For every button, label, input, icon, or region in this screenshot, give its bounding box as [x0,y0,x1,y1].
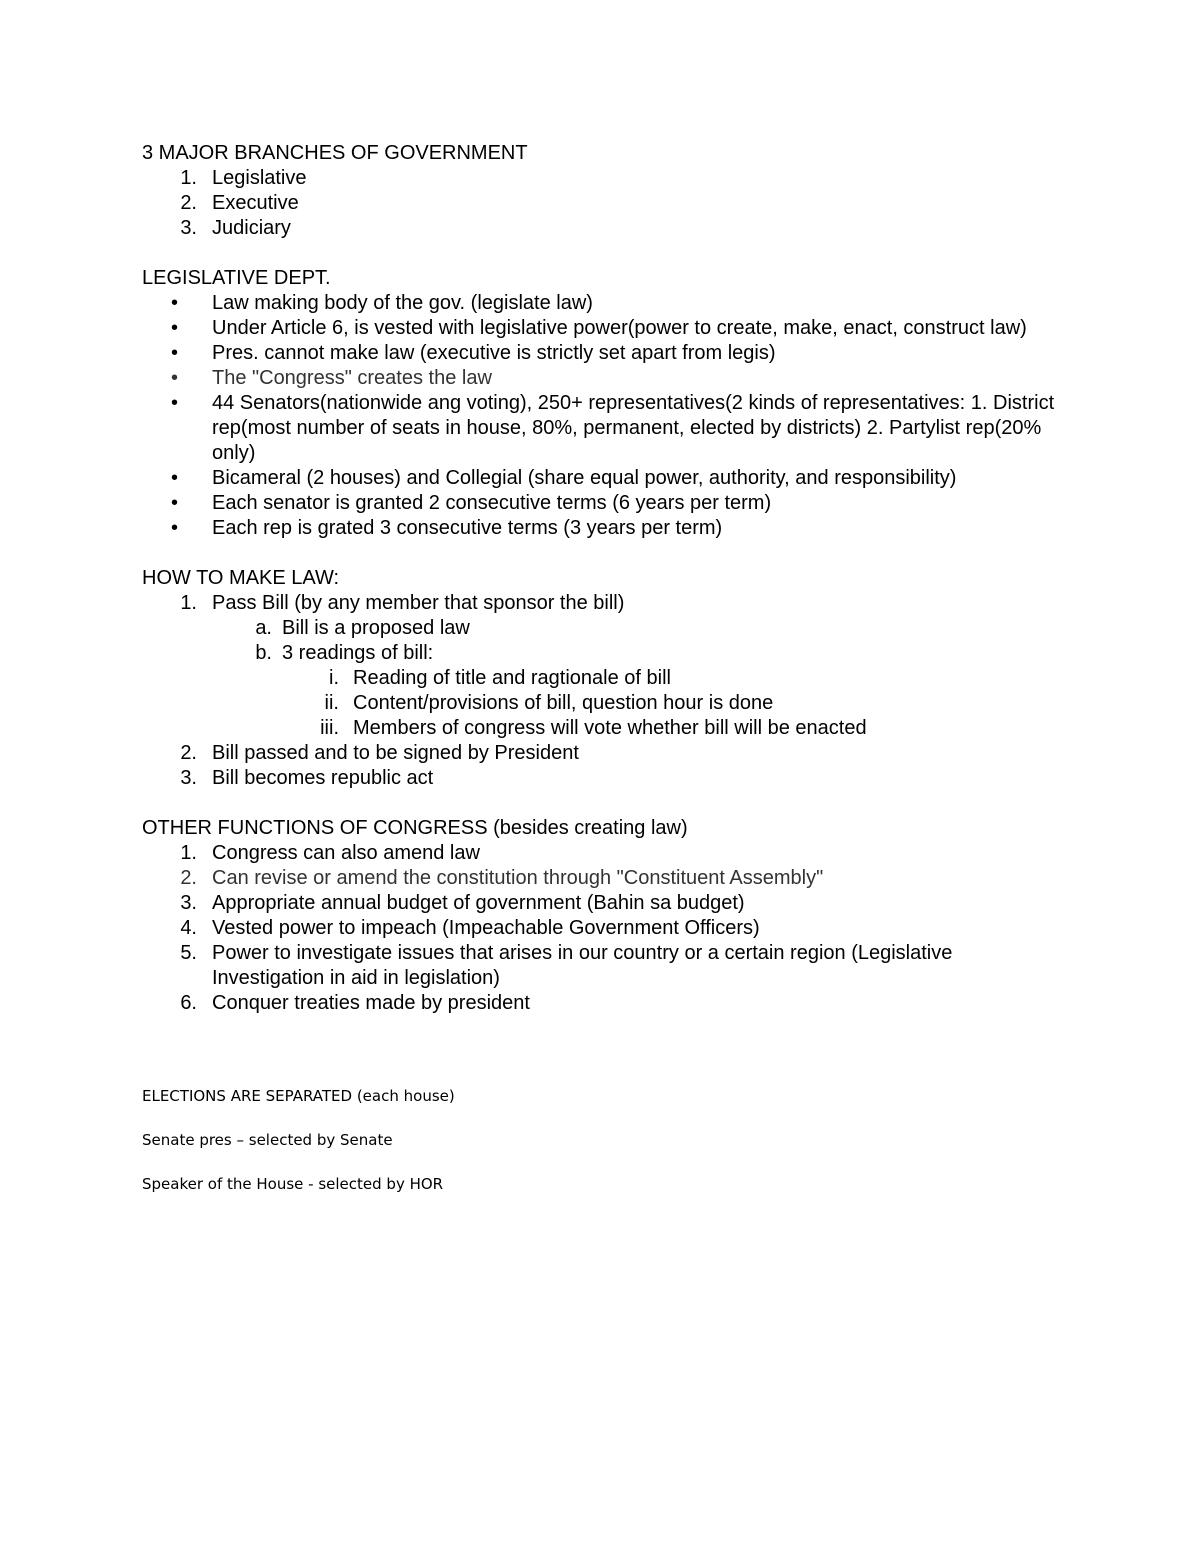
sub-list-item [142,641,1062,666]
note-elections: ELECTIONS ARE SEPARATED (each house) [142,1087,455,1105]
list-text: Members of congress will vote whether bill will be enacted [353,717,867,739]
list-number: 2. [180,192,197,214]
sub-list-item [142,616,1062,641]
list-item [142,166,1062,191]
list-text: Congress can also amend law [212,842,480,864]
list-number: 1. [180,842,197,864]
list-text: Legislative [212,167,307,189]
list-number: 4. [180,917,197,939]
bullet-item [142,316,1062,341]
document-body [142,141,1062,1016]
list-item [142,766,1062,791]
list-text: Bill passed and to be signed by President [212,742,579,764]
bullet-icon: • [171,367,179,389]
list-number: 3. [180,217,197,239]
bullet-item [142,341,1062,366]
list-number: 6. [180,992,197,1014]
bullet-icon: • [171,292,179,314]
list-text: Can revise or amend the constitution through "Constituent Assembly" [212,867,824,889]
list-text: Pass Bill (by any member that sponsor the bill) [212,592,625,614]
list-number: 3. [180,892,197,914]
list-text: Vested power to impeach (Impeachable Government Officers) [212,917,760,939]
list-number: 1. [180,167,197,189]
note-senate-pres: Senate pres – selected by Senate [142,1131,393,1149]
list-number: 5. [180,942,197,964]
list-item [142,941,1062,991]
list-roman: iii. [320,717,339,739]
list-item [142,741,1062,766]
sub-sub-list-item [142,691,1062,716]
bullet-text: The "Congress" creates the law [212,367,492,389]
legislative-heading: LEGISLATIVE DEPT. [142,267,331,289]
bullet-text: Under Article 6, is vested with legislative power(power to create, make, enact, construct law) [212,317,1027,339]
bullet-icon: • [171,392,179,414]
list-number: 2. [180,867,197,889]
bullet-text: Each senator is granted 2 consecutive terms (6 years per term) [212,492,772,514]
bullet-item [142,291,1062,316]
list-item [142,991,1062,1016]
bullet-item [142,516,1062,541]
list-item [142,916,1062,941]
list-letter: b. [255,642,272,664]
list-item [142,866,1062,891]
list-number: 1. [180,592,197,614]
bullet-item [142,466,1062,491]
sub-sub-list-item [142,716,1062,741]
bullet-text: Each rep is grated 3 consecutive terms (3 years per term) [212,517,723,539]
list-item [142,841,1062,866]
list-text: Judiciary [212,217,291,239]
list-item [142,591,1062,616]
list-text: Appropriate annual budget of government (Bahin sa budget) [212,892,745,914]
bullet-icon: • [171,317,179,339]
bullet-item [142,491,1062,516]
bullet-text: Bicameral (2 houses) and Collegial (share equal power, authority, and responsibility) [212,467,957,489]
list-text: Power to investigate issues that arises in our country or a certain region (Legislative Investigation in aid in legislation) [212,942,953,989]
list-item [142,191,1062,216]
howto-heading: HOW TO MAKE LAW: [142,567,340,589]
spacer [142,241,1062,266]
bullet-item [142,391,1062,466]
list-text: Executive [212,192,299,214]
bullet-icon: • [171,467,179,489]
note-speaker: Speaker of the House - selected by HOR [142,1175,444,1193]
list-item [142,891,1062,916]
bullet-text: 44 Senators(nationwide ang voting), 250+ representatives(2 kinds of representatives: 1. District rep(most number of seats in house, 80%, permanent, elected by districts) 2. Partylist rep(20% only) [212,392,1055,464]
sub-sub-list-item [142,666,1062,691]
list-roman: i. [329,667,339,689]
list-number: 3. [180,767,197,789]
list-text: Bill is a proposed law [282,617,470,639]
bullet-icon: • [171,342,179,364]
list-text: Reading of title and ragtionale of bill [353,667,671,689]
bullet-text: Law making body of the gov. (legislate law) [212,292,593,314]
bullet-text: Pres. cannot make law (executive is strictly set apart from legis) [212,342,776,364]
list-letter: a. [255,617,272,639]
spacer [142,791,1062,816]
list-text: Content/provisions of bill, question hour is done [353,692,774,714]
bullet-icon: • [171,492,179,514]
list-item [142,216,1062,241]
notes-block [142,1085,1042,1217]
list-text: 3 readings of bill: [282,642,434,664]
branches-heading: 3 MAJOR BRANCHES OF GOVERNMENT [142,142,528,164]
bullet-item [142,366,1062,391]
list-number: 2. [180,742,197,764]
list-text: Bill becomes republic act [212,767,434,789]
functions-heading: OTHER FUNCTIONS OF CONGRESS (besides creating law) [142,817,688,839]
list-text: Conquer treaties made by president [212,992,530,1014]
list-roman: ii. [324,692,339,714]
spacer [142,541,1062,566]
bullet-icon: • [171,517,179,539]
